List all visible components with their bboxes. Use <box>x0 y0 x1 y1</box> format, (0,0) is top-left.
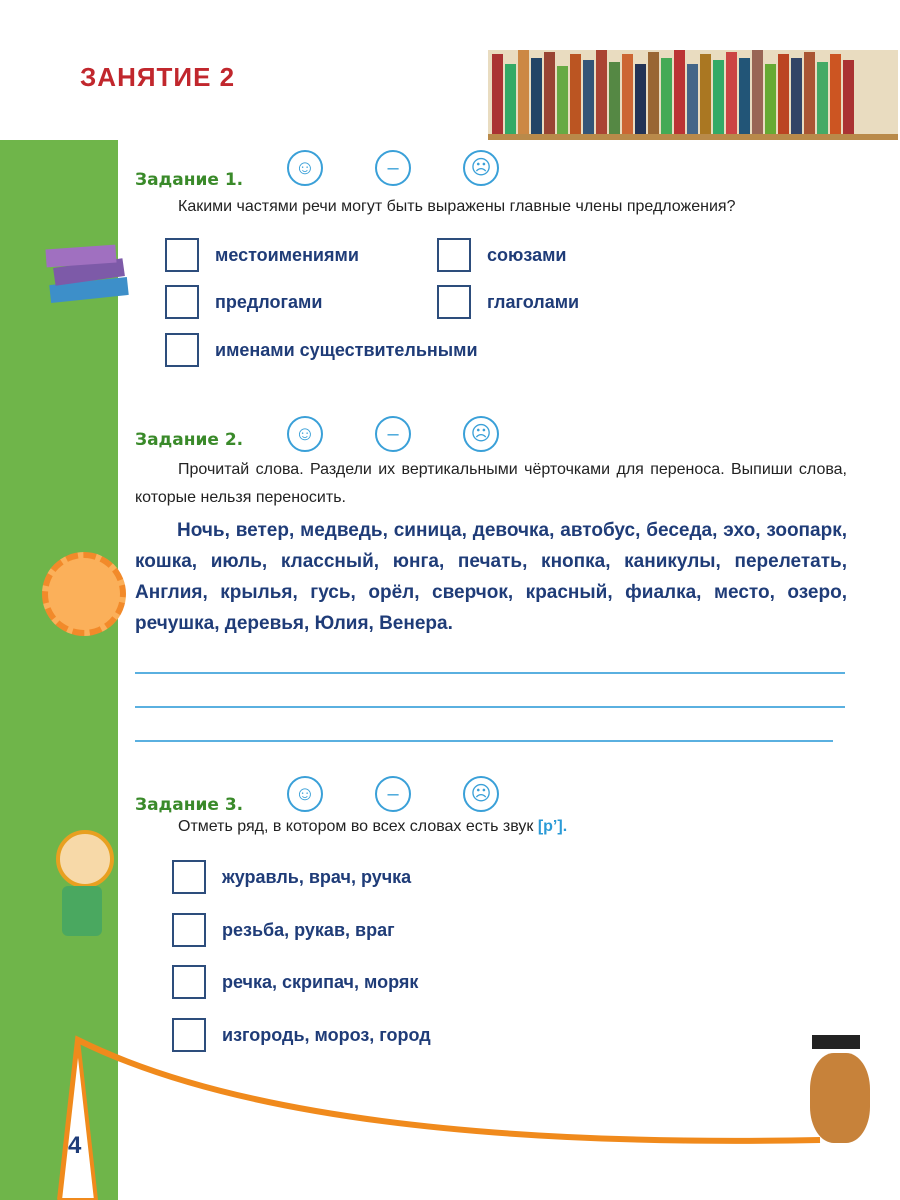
happy-smiley-icon[interactable]: ☺ <box>287 150 323 186</box>
option-checkbox[interactable] <box>165 333 478 367</box>
sound-symbol: [р’]. <box>537 818 568 835</box>
answer-line[interactable] <box>135 672 845 674</box>
checkbox[interactable] <box>172 1018 206 1052</box>
books-icon <box>40 245 130 325</box>
option-label: именами существительными <box>215 339 478 360</box>
happy-smiley-icon[interactable]: ☺ <box>287 776 323 812</box>
owl-illustration <box>800 1035 890 1150</box>
option-label: журавль, врач, ручка <box>222 866 412 887</box>
option-checkbox[interactable] <box>172 1018 431 1052</box>
option-checkbox[interactable] <box>437 238 566 272</box>
task-3-question <box>178 818 567 836</box>
option-label: речка, скрипач, моряк <box>222 971 419 992</box>
option-checkbox[interactable] <box>172 965 418 999</box>
task-2-instruction: Прочитай слова. Раздели их вертикальными чёрточками для переноса. Выпиши слова, которые нельзя переносить. <box>135 461 847 506</box>
checkbox[interactable] <box>172 860 206 894</box>
sad-smiley-icon[interactable]: ☹ <box>463 416 499 452</box>
sad-smiley-icon[interactable]: ☹ <box>463 776 499 812</box>
page-number: 4 <box>68 1132 82 1159</box>
neutral-smiley-icon[interactable]: – <box>375 150 411 186</box>
checkbox[interactable] <box>437 238 471 272</box>
neutral-smiley-icon[interactable]: – <box>375 776 411 812</box>
option-checkbox[interactable] <box>165 238 359 272</box>
task-1-question: Какими частями речи могут быть выражены главные члены предложения? <box>178 198 736 215</box>
option-label: глаголами <box>487 291 580 312</box>
checkbox[interactable] <box>172 913 206 947</box>
neutral-smiley-icon[interactable]: – <box>375 416 411 452</box>
option-label: резьба, рукав, враг <box>222 919 395 940</box>
lesson-title: ЗАНЯТИЕ 2 <box>80 62 236 92</box>
task-1-label: Задание 1. <box>135 170 244 190</box>
option-checkbox[interactable] <box>165 285 322 319</box>
orange-curve-decoration <box>0 1020 900 1200</box>
sun-icon <box>42 552 126 636</box>
sad-smiley-icon[interactable]: ☹ <box>463 150 499 186</box>
checkbox[interactable] <box>172 965 206 999</box>
checkbox[interactable] <box>165 285 199 319</box>
option-label: предлогами <box>215 291 323 312</box>
checkbox[interactable] <box>165 333 199 367</box>
option-checkbox[interactable] <box>172 860 411 894</box>
question-text: Отметь ряд, в котором во всех словах есть звук <box>178 818 534 835</box>
option-label: союзами <box>487 244 567 265</box>
bookshelf-image <box>488 50 898 140</box>
option-checkbox[interactable] <box>437 285 579 319</box>
checkbox[interactable] <box>165 238 199 272</box>
answer-line[interactable] <box>135 706 845 708</box>
happy-smiley-icon[interactable]: ☺ <box>287 416 323 452</box>
task-2-label: Задание 2. <box>135 430 244 450</box>
answer-line[interactable] <box>135 740 833 742</box>
option-label: местоимениями <box>215 244 359 265</box>
task-2-word-list: Ночь, ветер, медведь, синица, девочка, автобус, беседа, эхо, зоопарк, кошка, июль, классный, юнга, печать, кнопка, каникулы, перелетать, Англия, крылья, гусь, орёл, сверчок, красный, фиалка, место, озеро, речушка, деревья, Юлия, Венера. <box>135 520 847 634</box>
option-checkbox[interactable] <box>172 913 395 947</box>
task-3-label: Задание 3. <box>135 795 244 815</box>
checkbox[interactable] <box>437 285 471 319</box>
option-label: изгородь, мороз, город <box>222 1024 431 1045</box>
girl-illustration <box>50 830 120 980</box>
